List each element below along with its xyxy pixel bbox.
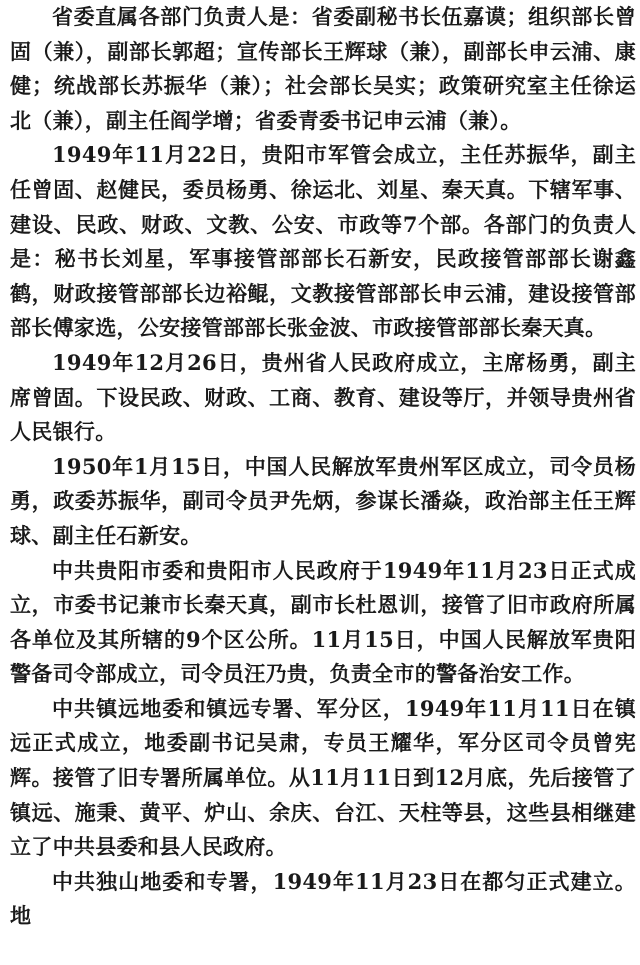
paragraph-zhenyuan-prefecture: 中共镇远地委和镇远专署、军分区，1949年11月11日在镇远正式成立，地委副书记吴肃，专员王耀华，军分区司令员曾宪辉。接管了旧专署所属单位。从11月11日到12月底，先后接管了镇远、施秉、黄平、炉山、余庆、台江、天柱等县，这些县相继建立了中共县委和县人民政府。 [10, 695, 636, 860]
document-page [10, 0, 636, 965]
paragraph-guiyang-military-committee: 1949年11月22日，贵阳市军管会成立，主任苏振华，副主任曾固、赵健民，委员杨勇、徐运北、刘星、秦天真。下辖军事、建设、民政、财政、文教、公安、市政等7个部。各部门的负责人是：秘书长刘星，军事接管部部长石新安，民政接管部部长谢鑫鹤，财政接管部部长边裕鲲，文教接管部部长申云浦，建设接管部部长傅家选，公安接管部部长张金波、市政接管部部长秦天真。 [10, 142, 636, 341]
paragraph-dushan-prefecture: 中共独山地委和专署，1949年11月23日在都匀正式建立。地 [10, 868, 636, 929]
paragraph-provincial-departments: 省委直属各部门负责人是：省委副秘书长伍嘉谟；组织部长曾固（兼），副部长郭超；宣传部长王辉球（兼），副部长申云浦、康健；统战部长苏振华（兼）；社会部长吴实；政策研究室主任徐运北（兼），副主任阎学增；省委青委书记申云浦（兼）。 [10, 4, 636, 133]
paragraph-provincial-government: 1949年12月26日，贵州省人民政府成立，主席杨勇，副主席曾固。下设民政、财政、工商、教育、建设等厅，并领导贵州省人民银行。 [10, 349, 636, 445]
paragraph-military-district: 1950年1月15日，中国人民解放军贵州军区成立，司令员杨勇，政委苏振华，副司令员尹先炳，参谋长潘焱，政治部主任王辉球、副主任石新安。 [10, 453, 636, 548]
paragraph-guiyang-city: 中共贵阳市委和贵阳市人民政府于1949年11月23日正式成立，市委书记兼市长秦天真，副市长杜恩训，接管了旧市政府所属各单位及其所辖的9个区公所。11月15日，中国人民解放军贵阳警备司令部成立，司令员汪乃贵，负责全市的警备治安工作。 [10, 557, 636, 687]
